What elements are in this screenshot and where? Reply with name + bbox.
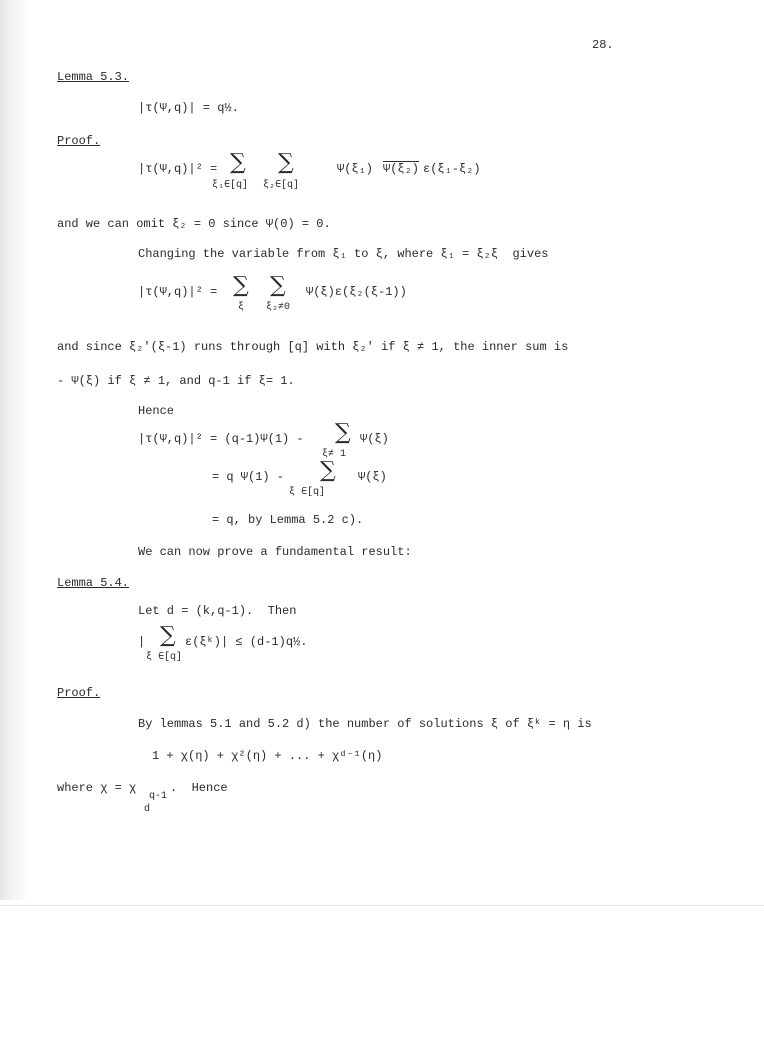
change-variable-line: Changing the variable from ξ₁ to ξ, where ξ₁ = ξ₂ξ gives bbox=[138, 247, 549, 261]
ineq-term: ε(ξᵏ)| ≤ (d-1)q½. bbox=[185, 635, 308, 649]
where-label: where χ = χ bbox=[57, 781, 137, 795]
hence-label: Hence bbox=[138, 404, 175, 418]
eq3-sub: ξ≠ 1 bbox=[322, 449, 347, 460]
eq1-sum-2: ∑ bbox=[278, 150, 294, 175]
where-subscript: q-1 bbox=[149, 791, 168, 802]
eq2-sub-1: ξ bbox=[238, 302, 245, 313]
eq2-lhs: |τ(Ψ,q)|² = bbox=[138, 285, 218, 299]
eq4-sum: ∑ bbox=[320, 458, 336, 483]
scan-shadow bbox=[0, 0, 30, 900]
eq2-term: Ψ(ξ)ε(ξ₂(ξ-1)) bbox=[306, 285, 407, 299]
lemma-5-3-statement: |τ(Ψ,q)| = q½. bbox=[138, 101, 239, 115]
lemma-5-3-heading: Lemma 5.3. bbox=[57, 70, 130, 84]
eq3-sum: ∑ bbox=[335, 420, 351, 445]
omit-line: and we can omit ξ₂ = 0 since Ψ(0) = 0. bbox=[57, 217, 331, 231]
let-line: Let d = (k,q-1). Then bbox=[138, 604, 297, 618]
ineq-sum: ∑ bbox=[160, 623, 176, 648]
inner-sum-line: - Ψ(ξ) if ξ ≠ 1, and q-1 if ξ= 1. bbox=[57, 374, 295, 388]
proof-heading: Proof. bbox=[57, 134, 101, 148]
where-tail: . Hence bbox=[170, 781, 228, 795]
eq3-lhs: |τ(Ψ,q)|² = (q-1)Ψ(1) - bbox=[138, 432, 304, 446]
eq2-sum-2: ∑ bbox=[270, 273, 286, 298]
proof-2-heading: Proof. bbox=[57, 686, 101, 700]
eq1-term-a: Ψ(ξ₁) bbox=[337, 162, 374, 176]
eq4-sub: ξ ∈[q] bbox=[289, 487, 326, 498]
eq1-sub-1: ξ₁∈[q] bbox=[212, 180, 249, 191]
ineq-sub: ξ ∈[q] bbox=[146, 652, 183, 663]
fold-line bbox=[0, 905, 764, 906]
page-number: 28. bbox=[592, 38, 614, 52]
since-line: and since ξ₂'(ξ-1) runs through [q] with ξ₂' if ξ ≠ 1, the inner sum is bbox=[57, 340, 569, 354]
eq1-sum-1: ∑ bbox=[230, 150, 246, 175]
series-line: 1 + χ(η) + χ²(η) + ... + χᵈ⁻¹(η) bbox=[152, 749, 383, 763]
where-denominator: d bbox=[144, 804, 151, 815]
eq3-term: Ψ(ξ) bbox=[360, 432, 389, 446]
eq4-lhs: = q Ψ(1) - bbox=[212, 470, 285, 484]
eq1-term-b: Ψ(ξ₂) bbox=[383, 162, 420, 176]
eq2-sum-1: ∑ bbox=[233, 273, 249, 298]
by-lemmas-line: By lemmas 5.1 and 5.2 d) the number of solutions ξ of ξᵏ = η is bbox=[138, 717, 592, 731]
eq1-term-c: ε(ξ₁-ξ₂) bbox=[423, 162, 481, 176]
eq5: = q, by Lemma 5.2 c). bbox=[212, 513, 364, 527]
eq1-lhs: |τ(Ψ,q)|² = bbox=[138, 162, 218, 176]
lemma-5-4-heading: Lemma 5.4. bbox=[57, 576, 130, 590]
eq4-term: Ψ(ξ) bbox=[358, 470, 387, 484]
prove-line: We can now prove a fundamental result: bbox=[138, 545, 412, 559]
eq2-sub-2: ξ₂≠0 bbox=[266, 302, 291, 313]
eq1-sub-2: ξ₂∈[q] bbox=[263, 180, 300, 191]
ineq-open: | bbox=[138, 635, 146, 649]
